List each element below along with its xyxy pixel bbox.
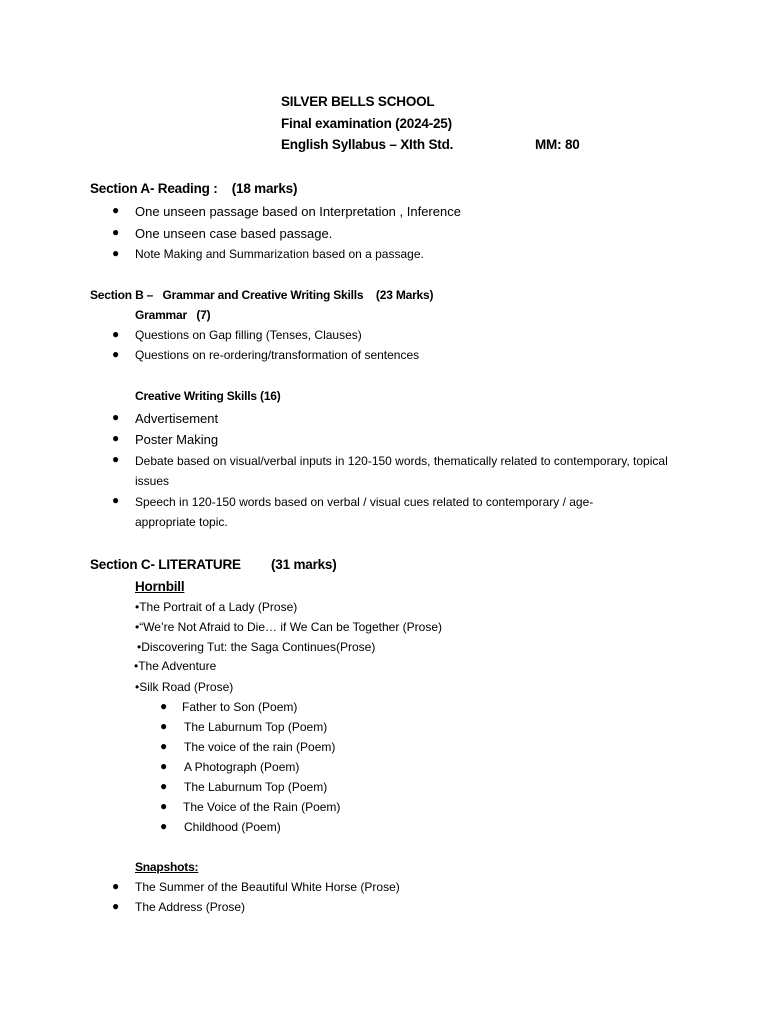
max-marks: MM: 80	[535, 137, 580, 152]
list-item: The Laburnum Top (Poem)	[184, 780, 328, 794]
bullet-icon: ●	[160, 799, 168, 813]
school-name: SILVER BELLS SCHOOL	[281, 94, 435, 109]
bullet-icon: ●	[160, 739, 168, 753]
list-item: Childhood (Poem)	[184, 820, 281, 834]
bullet-icon: ●	[160, 759, 168, 773]
section-b-title: Section B – Grammar and Creative Writing Skills (23 Marks)	[90, 288, 434, 302]
list-item: Questions on Gap filling (Tenses, Clauses)	[135, 328, 362, 342]
bullet-icon: ●	[112, 327, 120, 341]
list-item: The voice of the rain (Poem)	[184, 740, 336, 754]
bullet-icon: ●	[160, 819, 168, 833]
list-item: Speech in 120-150 words based on verbal / visual cues related to contemporary / age-appropriate topic.	[135, 495, 594, 529]
syllabus-title: English Syllabus – XIth Std.	[281, 137, 454, 152]
section-c-title: Section C- LITERATURE	[90, 557, 241, 572]
list-item: A Photograph (Poem)	[184, 760, 300, 774]
list-item: Questions on re-ordering/transformation of sentences	[135, 348, 420, 362]
list-item: Note Making and Summarization based on a passage.	[135, 247, 424, 261]
bullet-icon: ●	[112, 347, 120, 361]
grammar-title: Grammar (7)	[135, 308, 211, 322]
section-c-marks: (31 marks)	[271, 557, 337, 572]
bullet-icon: ●	[160, 699, 168, 713]
list-item: One unseen passage based on Interpretation , Inference	[135, 204, 461, 219]
list-item: Advertisement	[135, 411, 219, 426]
bullet-icon: ●	[160, 719, 168, 733]
bullet-icon: ●	[160, 779, 168, 793]
creative-writing-title: Creative Writing Skills (16)	[135, 389, 281, 403]
bullet-icon: ●	[112, 452, 120, 466]
section-a-title: Section A- Reading : (18 marks)	[90, 181, 298, 196]
list-item: •The Adventure	[134, 659, 217, 673]
list-item: •The Portrait of a Lady (Prose)	[135, 600, 298, 614]
list-item: Debate based on visual/verbal inputs in 120-150 words, thematically related to contemporary, topical issues	[135, 454, 668, 488]
list-item: The Voice of the Rain (Poem)	[183, 800, 341, 814]
bullet-icon: ●	[112, 493, 120, 507]
bullet-icon: ●	[112, 225, 120, 239]
bullet-icon: ●	[112, 431, 120, 445]
bullet-icon: ●	[112, 899, 120, 913]
list-item: The Summer of the Beautiful White Horse (Prose)	[135, 880, 400, 894]
bullet-icon: ●	[112, 410, 120, 424]
bullet-icon: ●	[112, 879, 120, 893]
list-item: •Discovering Tut: the Saga Continues(Prose)	[137, 640, 376, 654]
list-item: One unseen case based passage.	[135, 226, 333, 241]
bullet-icon: ●	[112, 203, 120, 217]
list-item: Poster Making	[135, 432, 219, 447]
list-item: Father to Son (Poem)	[182, 700, 298, 714]
list-item: The Address (Prose)	[135, 900, 246, 914]
hornbill-title: Hornbill	[135, 579, 185, 594]
list-item: •“We’re Not Afraid to Die… if We Can be Together (Prose)	[135, 620, 442, 634]
list-item: •Silk Road (Prose)	[135, 680, 234, 694]
bullet-icon: ●	[112, 246, 120, 260]
exam-title: Final examination (2024-25)	[281, 116, 452, 131]
list-item: The Laburnum Top (Poem)	[184, 720, 328, 734]
snapshots-title: Snapshots:	[135, 860, 199, 874]
